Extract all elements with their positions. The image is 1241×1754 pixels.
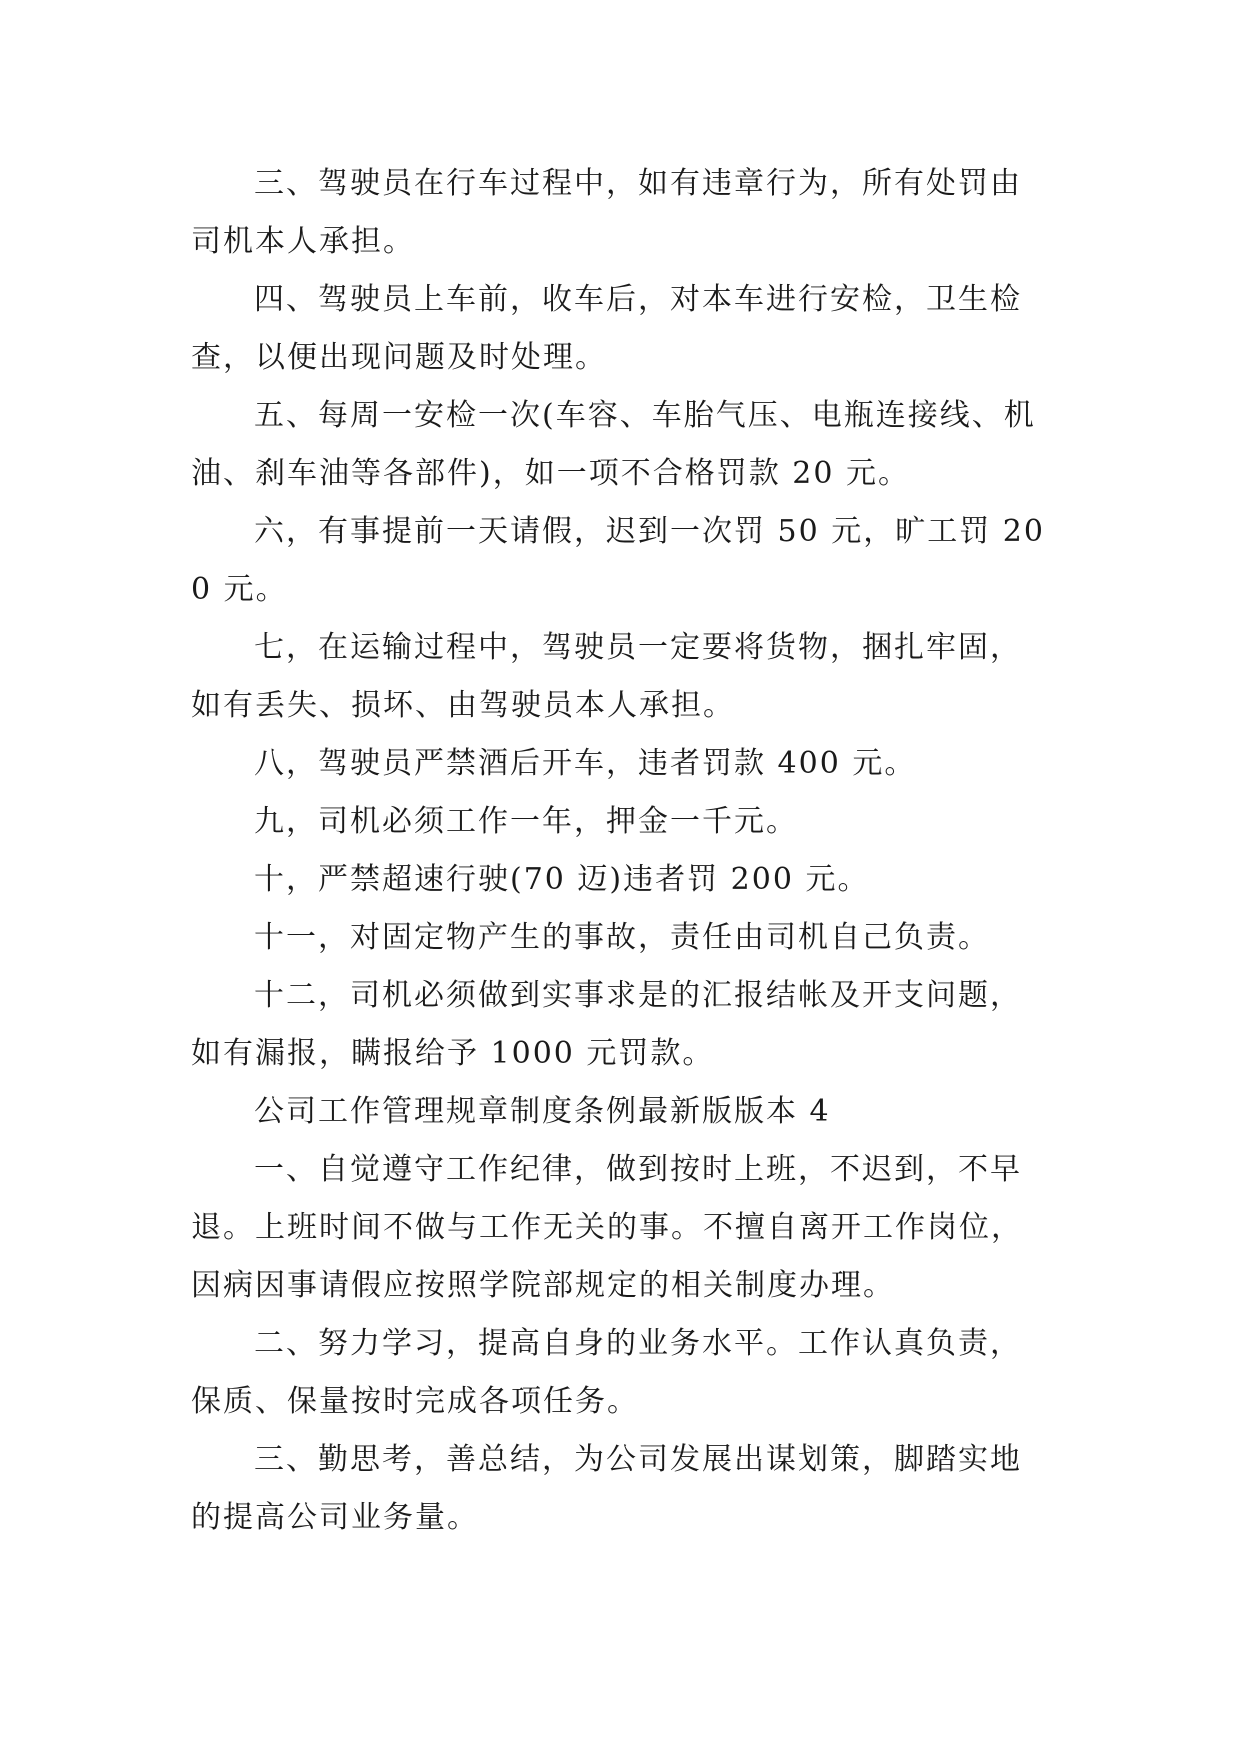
paragraph-rule-5-weekly-check: 五、每周一安检一次(车容、车胎气压、电瓶连接线、机油、刹车油等各部件)，如一项不合格罚款 20 元。 (191, 398, 1036, 491)
paragraph-rule-12-reporting: 十二，司机必须做到实事求是的汇报结帐及开支问题，如有漏报，瞒报给予 1000 元罚款。 (191, 978, 1022, 1071)
paragraph-rule-10-speeding: 十，严禁超速行驶(70 迈)违者罚 200 元。 (254, 862, 870, 897)
paragraph-v4-rule-1-discipline: 一、自觉遵守工作纪律，做到按时上班，不迟到，不早退。上班时间不做与工作无关的事。不擅自离开工作岗位，因病因事请假应按照学院部规定的相关制度办理。 (191, 1152, 1023, 1303)
paragraph-rule-6-leave: 六，有事提前一天请假，迟到一次罚 50 元，旷工罚 200 元。 (191, 514, 1045, 607)
paragraph-rule-4-vehicle-inspection: 四、驾驶员上车前，收车后，对本车进行安检，卫生检查，以便出现问题及时处理。 (191, 282, 1022, 375)
paragraph-rule-11-accidents: 十一，对固定物产生的事故，责任由司机自己负责。 (254, 920, 990, 955)
section-heading-version-4: 公司工作管理规章制度条例最新版版本 4 (254, 1094, 831, 1129)
paragraph-v4-rule-2-study: 二、努力学习，提高自身的业务水平。工作认真负责，保质、保量按时完成各项任务。 (191, 1326, 1022, 1419)
paragraph-rule-3-driver-violations: 三、驾驶员在行车过程中，如有违章行为，所有处罚由司机本人承担。 (191, 166, 1022, 259)
document-body (191, 155, 1051, 1547)
paragraph-v4-rule-3-think: 三、勤思考，善总结，为公司发展出谋划策，脚踏实地的提高公司业务量。 (191, 1442, 1022, 1535)
paragraph-rule-9-deposit: 九，司机必须工作一年，押金一千元。 (254, 804, 798, 839)
paragraph-rule-7-cargo: 七，在运输过程中，驾驶员一定要将货物，捆扎牢固，如有丢失、损坏、由驾驶员本人承担。 (191, 630, 1022, 723)
paragraph-rule-8-drinking: 八，驾驶员严禁酒后开车，违者罚款 400 元。 (254, 746, 917, 781)
